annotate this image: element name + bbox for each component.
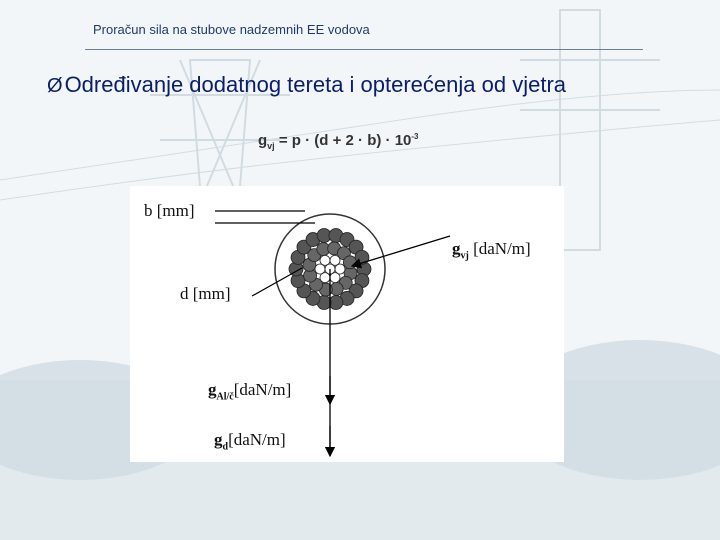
label-gvj-symbol: g [452,239,461,258]
bullet-arrow-icon: Ø [47,75,63,97]
slide-header: Proračun sila na stubove nadzemnih EE vodova [93,22,370,37]
formula-exponent: -3 [411,132,419,141]
label-gd-symbol: g [214,430,223,449]
label-gal [208,380,291,402]
label-gal-symbol: g [208,380,217,399]
slide-title-text: Određivanje dodatnog tereta i opterećenja od vjetra [64,72,567,97]
header-divider [85,49,643,50]
middle-strand [343,256,356,269]
label-gvj-unit: [daN/m] [473,239,531,258]
formula-rhs: = p · (d + 2 · b) · 10 [278,132,412,149]
label-gal-subscript: Al/č [216,391,234,403]
conductor-diagram [130,186,564,462]
slide-title [47,72,566,98]
formula-subscript: vj [267,141,275,151]
formula-symbol: g [258,132,268,149]
label-b: b [mm] [144,201,195,220]
label-gvj [452,239,531,261]
label-gal-unit: [daN/m] [233,380,292,399]
wind-load-formula [258,132,419,151]
label-gd-subscript: d [222,441,229,453]
outer-strand [355,250,369,264]
label-gd-unit: [daN/m] [228,430,286,449]
label-gd [214,430,286,452]
conductor-cross-section [130,186,564,462]
label-gvj-subscript: vj [460,250,469,262]
label-d: d [mm] [180,284,231,303]
